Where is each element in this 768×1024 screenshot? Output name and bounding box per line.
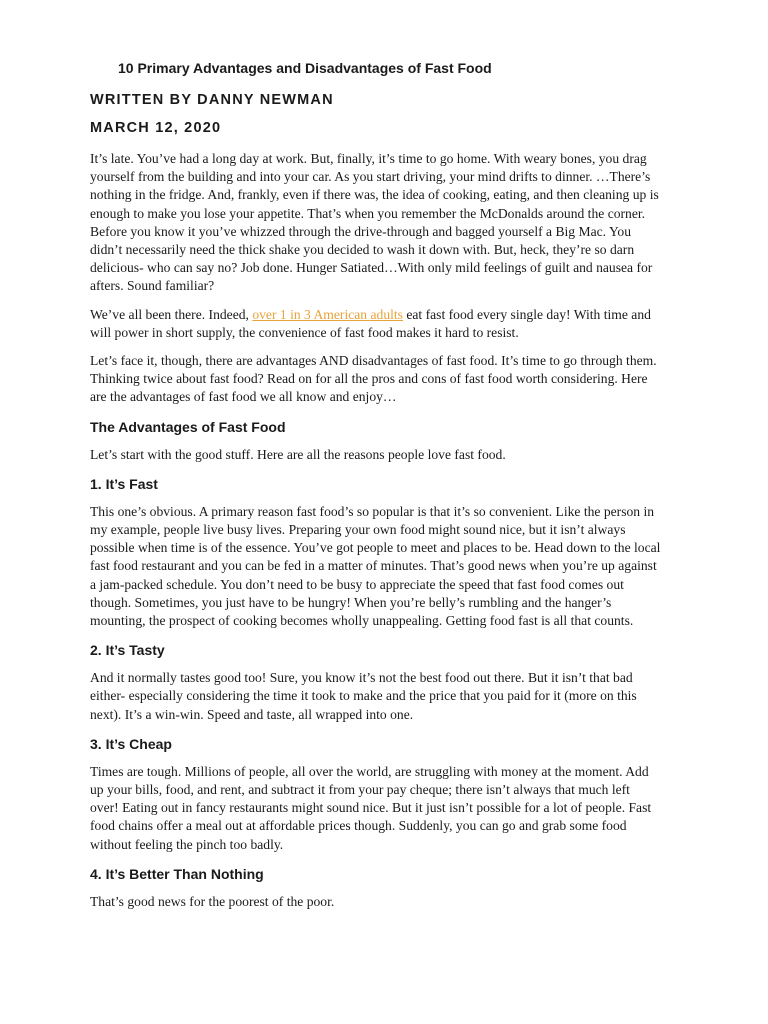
intro-paragraph-2 <box>90 306 662 342</box>
intro-paragraph-1: It’s late. You’ve had a long day at work. But, finally, it’s time to go home. With weary bones, you drag yourself from the building and into your car. As you start driving, your mind drifts to dinner. …There’s nothing in the fridge. And, frankly, even if there was, the idea of cooking, eating, and then cleaning up is enough to make you lose your appetite. That’s when you remember the McDonalds around the corner. Before you know it you’ve whizzed through the drive-through and bagged yourself a Big Mac. You didn’t necessarily need the thick shake you decided to wash it down with. But, heck, they’re so darn delicious- who can say no? Job done. Hunger Satiated…With only mild feelings of guilt and nausea for afters. Sound familiar? <box>90 151 659 294</box>
intro-paragraph-2-tail: eat fast food every single day! With time and will power in short supply, the convenience of fast food makes it hard to resist. <box>90 306 651 340</box>
section-body: Times are tough. Millions of people, all over the world, are struggling with money at the moment. Add up your bills, food, and rent, and subtract it from your pay cheque; there isn’t always that much left over! Eating out in fancy restaurants might sound nice. But it just isn’t possible for a lot of people. Fast food chains offer a meal out at affordable prices though. Suddenly, you can go and grab some food without feeling the pinch too badly. <box>90 763 652 852</box>
publish-date: MARCH 12, 2020 <box>90 120 222 136</box>
advantages-intro: Let’s start with the good stuff. Here are all the reasons people love fast food. <box>90 446 506 462</box>
section-body: And it normally tastes good too! Sure, you know it’s not the best food out there. But it isn’t that bad either- especially considering the time it took to make and the price that you paid for it (more on this next). It’s a win-win. Speed and taste, all wrapped into one. <box>90 670 637 722</box>
section-body: That’s good news for the poorest of the poor. <box>90 893 335 909</box>
section-heading: 1. It’s Fast <box>90 475 158 492</box>
document-page <box>90 58 662 911</box>
intro-paragraph-2-lead: We’ve all been there. Indeed, <box>90 306 253 322</box>
section-heading: 3. It’s Cheap <box>90 735 172 752</box>
section-body: This one’s obvious. A primary reason fast food’s so popular is that it’s so convenient. Like the person in my example, people live busy lives. Preparing your own food might sound nice, but it isn’t always possible when time is of the essence. You’ve got people to meet and places to be. Head down to the local fast food restaurant and you can be fed in a matter of minutes. That’s good news when you’re up against a jam-packed schedule. You don’t need to be busy to appreciate the speed that fast food comes out though. Sometimes, you just have to be hungry! When you’re belly’s rumbling and the hanger’s mounting, the prospect of cooking becomes wholly unappealing. Getting food fast is all that counts. <box>90 503 661 629</box>
section-heading: 4. It’s Better Than Nothing <box>90 865 264 882</box>
article-title: 10 Primary Advantages and Disadvantages of Fast Food <box>118 60 492 76</box>
advantages-heading: The Advantages of Fast Food <box>90 418 286 435</box>
author-byline: WRITTEN BY DANNY NEWMAN <box>90 92 334 108</box>
statistic-link[interactable]: over 1 in 3 American adults <box>252 306 403 322</box>
intro-paragraph-3: Let’s face it, though, there are advantages AND disadvantages of fast food. It’s time to go through them. Thinking twice about fast food? Read on for all the pros and cons of fast food worth considering. Here are the advantages of fast food we all know and enjoy… <box>90 353 657 405</box>
section-heading: 2. It’s Tasty <box>90 642 165 659</box>
